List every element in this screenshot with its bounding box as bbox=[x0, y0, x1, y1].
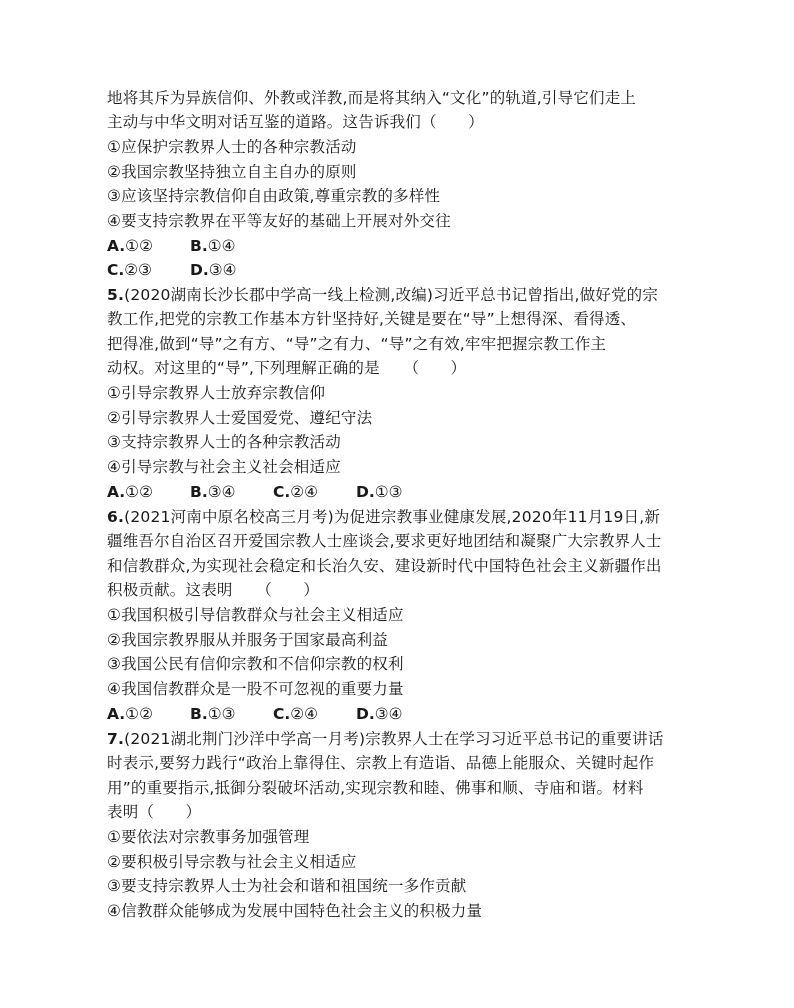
answer-option-c[interactable]: C.②④ bbox=[273, 705, 319, 723]
answer-option-d[interactable]: D.③④ bbox=[356, 705, 403, 723]
answer-options-row bbox=[107, 480, 403, 504]
statement-1: ①引导宗教界人士放弃宗教信仰 bbox=[107, 384, 326, 402]
answer-option-b[interactable]: B.①④ bbox=[190, 237, 236, 255]
statement-3: ③应该坚持宗教信仰自由政策,尊重宗教的多样性 bbox=[107, 187, 441, 205]
answer-option-c[interactable]: C.②④ bbox=[273, 483, 319, 501]
question-text-line: 把得准,做到“导”之有方、“导”之有力、“导”之有效,牢牢把握宗教工作主 bbox=[107, 335, 607, 353]
question-text-line: 时表示,要努力践行“政治上靠得住、宗教上有造诣、品德上能服众、关键时起作 bbox=[107, 754, 655, 772]
statement-2: ②我国宗教界服从并服务于国家最高利益 bbox=[107, 631, 388, 649]
answer-option-d[interactable]: D.①③ bbox=[356, 483, 403, 501]
statement-4: ④要支持宗教界在平等友好的基础上开展对外交往 bbox=[107, 212, 451, 230]
question-text-line: 动权。对这里的“导”,下列理解正确的是 （ ） bbox=[107, 359, 467, 377]
answer-option-a[interactable]: A.①② bbox=[107, 705, 153, 723]
answer-option-d[interactable]: D.③④ bbox=[190, 261, 237, 279]
answer-option-a[interactable]: A.①② bbox=[107, 483, 153, 501]
statement-3: ③支持宗教界人士的各种宗教活动 bbox=[107, 433, 341, 451]
question-text-line: 积极贡献。这表明 （ ） bbox=[107, 581, 320, 599]
statement-4: ④信教群众能够成为发展中国特色社会主义的积极力量 bbox=[107, 902, 483, 920]
question-text-line: 用”的重要指示,抵御分裂破坏活动,实现宗教和睦、佛事和顺、寺庙和谐。材料 bbox=[107, 779, 644, 797]
statement-3: ③要支持宗教界人士为社会和谐和祖国统一多作贡献 bbox=[107, 877, 467, 895]
answer-options-row bbox=[107, 702, 403, 726]
question-text-line: 表明（ ） bbox=[107, 803, 202, 821]
statement-1: ①我国积极引导信教群众与社会主义相适应 bbox=[107, 606, 404, 624]
answer-option-b[interactable]: B.①③ bbox=[190, 705, 236, 723]
question-number: 5. bbox=[107, 286, 125, 304]
question-7-first-line: 7.(2021湖北荆门沙洋中学高一月考)宗教界人士在学习习近平总书记的重要讲话 bbox=[107, 730, 664, 748]
question-number: 7. bbox=[107, 730, 125, 748]
question-6-first-line: 6.(2021河南中原名校高三月考)为促进宗教事业健康发展,2020年11月19日,新 bbox=[107, 508, 661, 526]
question-5-first-line: 5.(2020湖南长沙长郡中学高一线上检测,改编)习近平总书记曾指出,做好党的宗 bbox=[107, 286, 659, 304]
statement-1: ①应保护宗教界人士的各种宗教活动 bbox=[107, 138, 357, 156]
statement-4: ④引导宗教与社会主义社会相适应 bbox=[107, 458, 341, 476]
question-text-line: 教工作,把党的宗教工作基本方针坚持好,关键是要在“导”上想得深、看得透、 bbox=[107, 310, 637, 328]
question-text-line: 和信教群众,为实现社会稳定和长治久安、建设新时代中国特色社会主义新疆作出 bbox=[107, 557, 662, 575]
statement-4: ④我国信教群众是一股不可忽视的重要力量 bbox=[107, 680, 404, 698]
statement-2: ②我国宗教坚持独立自主自办的原则 bbox=[107, 163, 357, 181]
question-number: 6. bbox=[107, 508, 125, 526]
answer-option-a[interactable]: A.①② bbox=[107, 237, 153, 255]
answer-option-b[interactable]: B.③④ bbox=[190, 483, 236, 501]
question-text-line: 地将其斥为异族信仰、外教或洋教,而是将其纳入“文化”的轨道,引导它们走上 bbox=[107, 89, 637, 107]
answer-option-c[interactable]: C.②③ bbox=[107, 261, 153, 279]
answer-options-row bbox=[107, 258, 237, 282]
question-text-line: 主动与中华文明对话互鉴的道路。这告诉我们（ ） bbox=[107, 113, 484, 131]
statement-2: ②引导宗教界人士爱国爱党、遵纪守法 bbox=[107, 409, 373, 427]
question-text-line: 疆维吾尔自治区召开爱国宗教人士座谈会,要求更好地团结和凝聚广大宗教界人士 bbox=[107, 532, 662, 550]
statement-2: ②要积极引导宗教与社会主义相适应 bbox=[107, 853, 357, 871]
statement-1: ①要依法对宗教事务加强管理 bbox=[107, 828, 310, 846]
answer-options-row bbox=[107, 234, 236, 258]
statement-3: ③我国公民有信仰宗教和不信仰宗教的权利 bbox=[107, 655, 404, 673]
